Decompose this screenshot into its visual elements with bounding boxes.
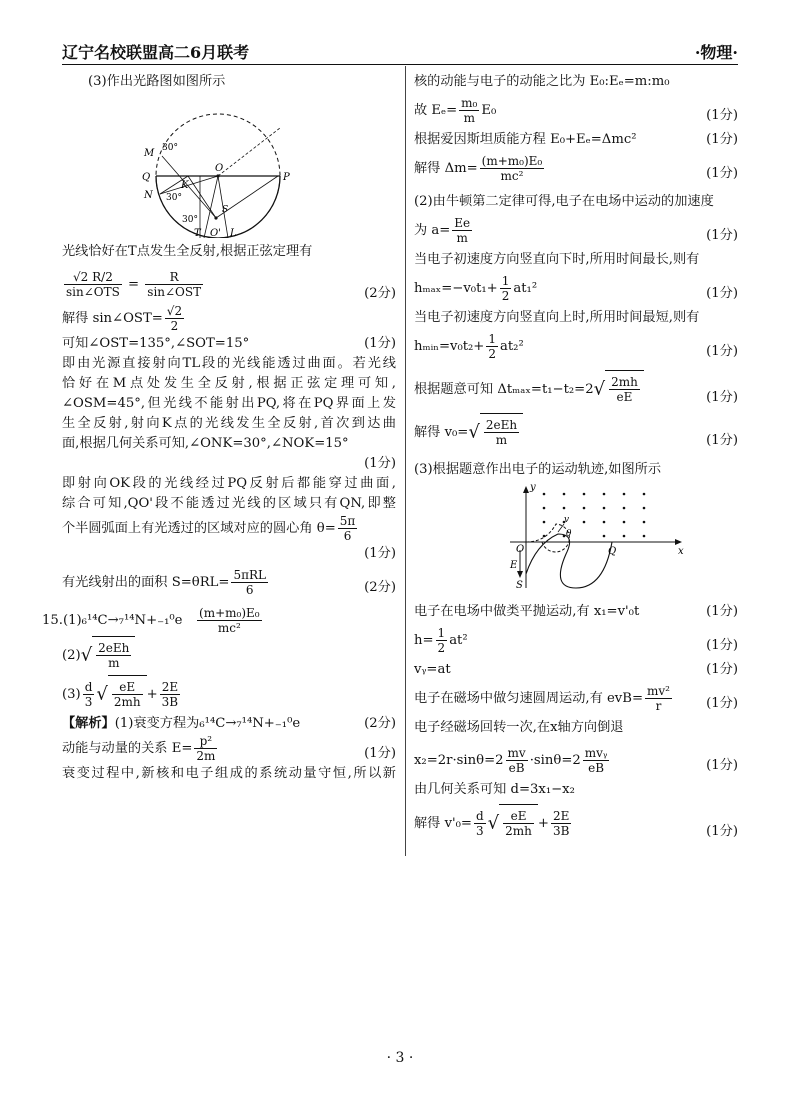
label-S: S <box>222 205 229 215</box>
analysis-line1: 【解析】(1)衰变方程为₆¹⁴C→₇¹⁴N+₋₁⁰e (2分) <box>62 716 396 731</box>
label-L: L <box>230 228 237 238</box>
column-divider <box>405 66 406 856</box>
hmin-equation: hₘᵢₙ=v₀t₂+ $\frac{1}{2}$ at₂² (1分) <box>414 332 738 361</box>
source-S <box>214 216 217 219</box>
para2-line1: 即射向OK段的光线经过PQ反射后都能穿过曲面, <box>62 476 396 491</box>
para1-line4: 生全反射,射向K点的光线发生全反射,首次到达曲 <box>62 416 396 431</box>
label-O: O <box>215 163 224 174</box>
q15-answer-2: (2)√ $\frac{\text{2eEh}}{m}$ <box>62 636 396 675</box>
page-header <box>62 38 738 65</box>
label-P: P <box>283 172 290 183</box>
score: (2分) <box>364 286 396 301</box>
para2-line2: 综合可知,QO'段不能透过光线的区域只有QN,即整 <box>62 496 396 511</box>
label-O-prime: O' <box>210 228 221 238</box>
part3-intro-right: (3)根据题意作出电子的运动轨迹,如图所示 <box>414 462 662 477</box>
x-arrow <box>675 539 682 545</box>
label-x: x <box>678 546 684 557</box>
label-y: y <box>530 484 536 493</box>
light-path-figure <box>138 98 298 238</box>
evb-equation: 电子在磁场中做匀速圆周运动,有 evB= $\frac{\text{mv²}}{r}$ (1分) <box>414 684 738 713</box>
geometry-relation: 由几何关系可知 d=3x₁−x₂ <box>414 782 575 797</box>
up-case: 当电子初速度方向竖直向上时,所用时间最短,则有 <box>414 310 700 325</box>
label-theta: θ <box>566 529 572 539</box>
label-N: N <box>144 190 153 201</box>
sine-law-equation: $\frac{√2 R/2}{\text{sin∠OTS}}$ = $\frac{R}{\text{sin∠OST}}$ (2分) <box>62 266 396 304</box>
dashed-circle-path <box>526 524 569 552</box>
label-M: M <box>144 148 155 159</box>
electron-trajectory-figure <box>506 484 686 594</box>
x1-equation: 电子在电场中做类平抛运动,有 x₁=v'₀t (1分) <box>414 604 738 619</box>
energy-ratio: 核的动能与电子的动能之比为 E₀:Eₑ=m:m₀ <box>414 74 670 89</box>
label-v: v <box>564 515 570 525</box>
acceleration-equation: 为 a= $\frac{Ee}{m}$ (1分) <box>414 216 738 245</box>
field-dots <box>543 493 646 538</box>
para1-line1: 即由光源直接射向TL段的光线能透过曲面。若光线 <box>62 356 396 371</box>
subject-label: ·物理· <box>694 43 738 62</box>
ray-O-N <box>160 176 218 194</box>
ee-equation: 故 Eₑ= $\frac{\text{m₀}}{m}$ E₀ (1分) <box>414 96 738 125</box>
right-column <box>414 72 738 843</box>
ray-to-M <box>162 156 216 218</box>
para1-line3: ∠OSM=45°,但光线不能射出PQ,将在PQ界面上发 <box>62 396 396 411</box>
label-K: K <box>181 180 189 191</box>
analysis-momentum: 衰变过程中,新核和电子组成的系统动量守恒,所以新 <box>62 766 396 781</box>
down-case: 当电子初速度方向竖直向下时,所用时间最长,则有 <box>414 252 700 267</box>
retreat-text: 电子经磁场回转一次,在x轴方向倒退 <box>414 720 624 735</box>
exam-title: 辽宁名校联盟高二6月联考 <box>62 43 250 62</box>
ray-to-K <box>188 176 216 218</box>
x2-equation: x₂=2r·sinθ=2 $\frac{mv}{eB}$ ·sinθ=2 $\frac{\text{mvᵧ}}{eB}$ (1分) <box>414 746 738 775</box>
area-equation: 有光线射出的面积 S=θRL= $\frac{\text{5πRL}}{6}$ (2分) <box>62 568 396 597</box>
angle-30-b: 30° <box>166 193 182 203</box>
para2-score: (1分) <box>364 546 396 561</box>
para2-line3: 个半圆弧面上有光透过的区域对应的圆心角 θ= $\frac{5\pi}{6}$ <box>62 514 356 543</box>
para1-score: (1分) <box>364 456 396 471</box>
label-E: E <box>510 560 518 571</box>
angle-30-a: 30° <box>162 143 178 153</box>
delta-t-equation: 根据题意可知 Δtₘₐₓ=t₁−t₂=2√ $\frac{2mh}{eE}$ (1分) <box>414 370 738 409</box>
q15-answer-3: (3) $\frac{d}{3}$ √ $\frac{eE}{2mh}$ + $\frac{2E}{3B}$ <box>62 675 396 714</box>
para1-line2: 恰好在M点处发生全反射,根据正弦定理可知, <box>62 376 396 391</box>
label-O: O <box>516 544 525 555</box>
hmax-equation: hₘₐₓ=−v₀t₁+ $\frac{1}{2}$ at₁² (1分) <box>414 274 738 303</box>
part3-intro: (3)作出光路图如图所示 <box>88 74 226 89</box>
label-Q: Q <box>608 546 617 557</box>
v0-equation: 解得 v₀=√ $\frac{\text{2eEh}}{m}$ (1分) <box>414 413 738 452</box>
dashed-ray <box>218 128 280 176</box>
label-Q: Q <box>142 172 151 183</box>
para1-line5: 面,根据几何关系可知,∠ONK=30°,∠NOK=15° <box>62 436 349 451</box>
angle-30-c: 30° <box>182 215 198 225</box>
line-total-reflection: 光线恰好在T点发生全反射,根据正弦定理有 <box>62 244 313 259</box>
field-E-arrowhead <box>517 571 523 578</box>
part2-intro: (2)由牛顿第二定律可得,电子在电场中运动的加速度 <box>414 194 714 209</box>
left-column <box>42 72 396 784</box>
y-arrow <box>523 486 529 493</box>
q15-answer-1: 15.(1)₆¹⁴C→₇¹⁴N+₋₁⁰e $\frac{\text{(m+m₀)E₀}}{\text{mc²}}$ <box>42 606 260 635</box>
analysis-ek: 动能与动量的关系 E= $\frac{\text{p²}}{2m}$ (1分) <box>62 734 396 763</box>
einstein-equation: 根据爱因斯坦质能方程 E₀+Eₑ=Δmc² (1分) <box>414 132 738 147</box>
final-v0-equation: 解得 v'₀= $\frac{d}{3}$ √ $\frac{eE}{2mh}$ + $\frac{2E}{3B}$ (1分) <box>414 804 738 843</box>
label-S: S <box>516 580 523 591</box>
center-O <box>216 174 219 177</box>
solve-sin: 解得 sin∠OST= $\frac{√2}{2}$ <box>62 304 183 333</box>
delta-m-equation: 解得 Δm= $\frac{\text{(m+m₀)E₀}}{\text{mc²}}$ (1分) <box>414 154 738 183</box>
page-number: · 3 · <box>386 1050 414 1066</box>
h-equation: h= $\frac{1}{2}$ at² (1分) <box>414 626 738 655</box>
label-T: T <box>194 228 201 238</box>
vy-equation: vᵧ=at (1分) <box>414 662 738 677</box>
angle-result: 可知∠OST=135°,∠SOT=15° (1分) <box>62 336 396 351</box>
